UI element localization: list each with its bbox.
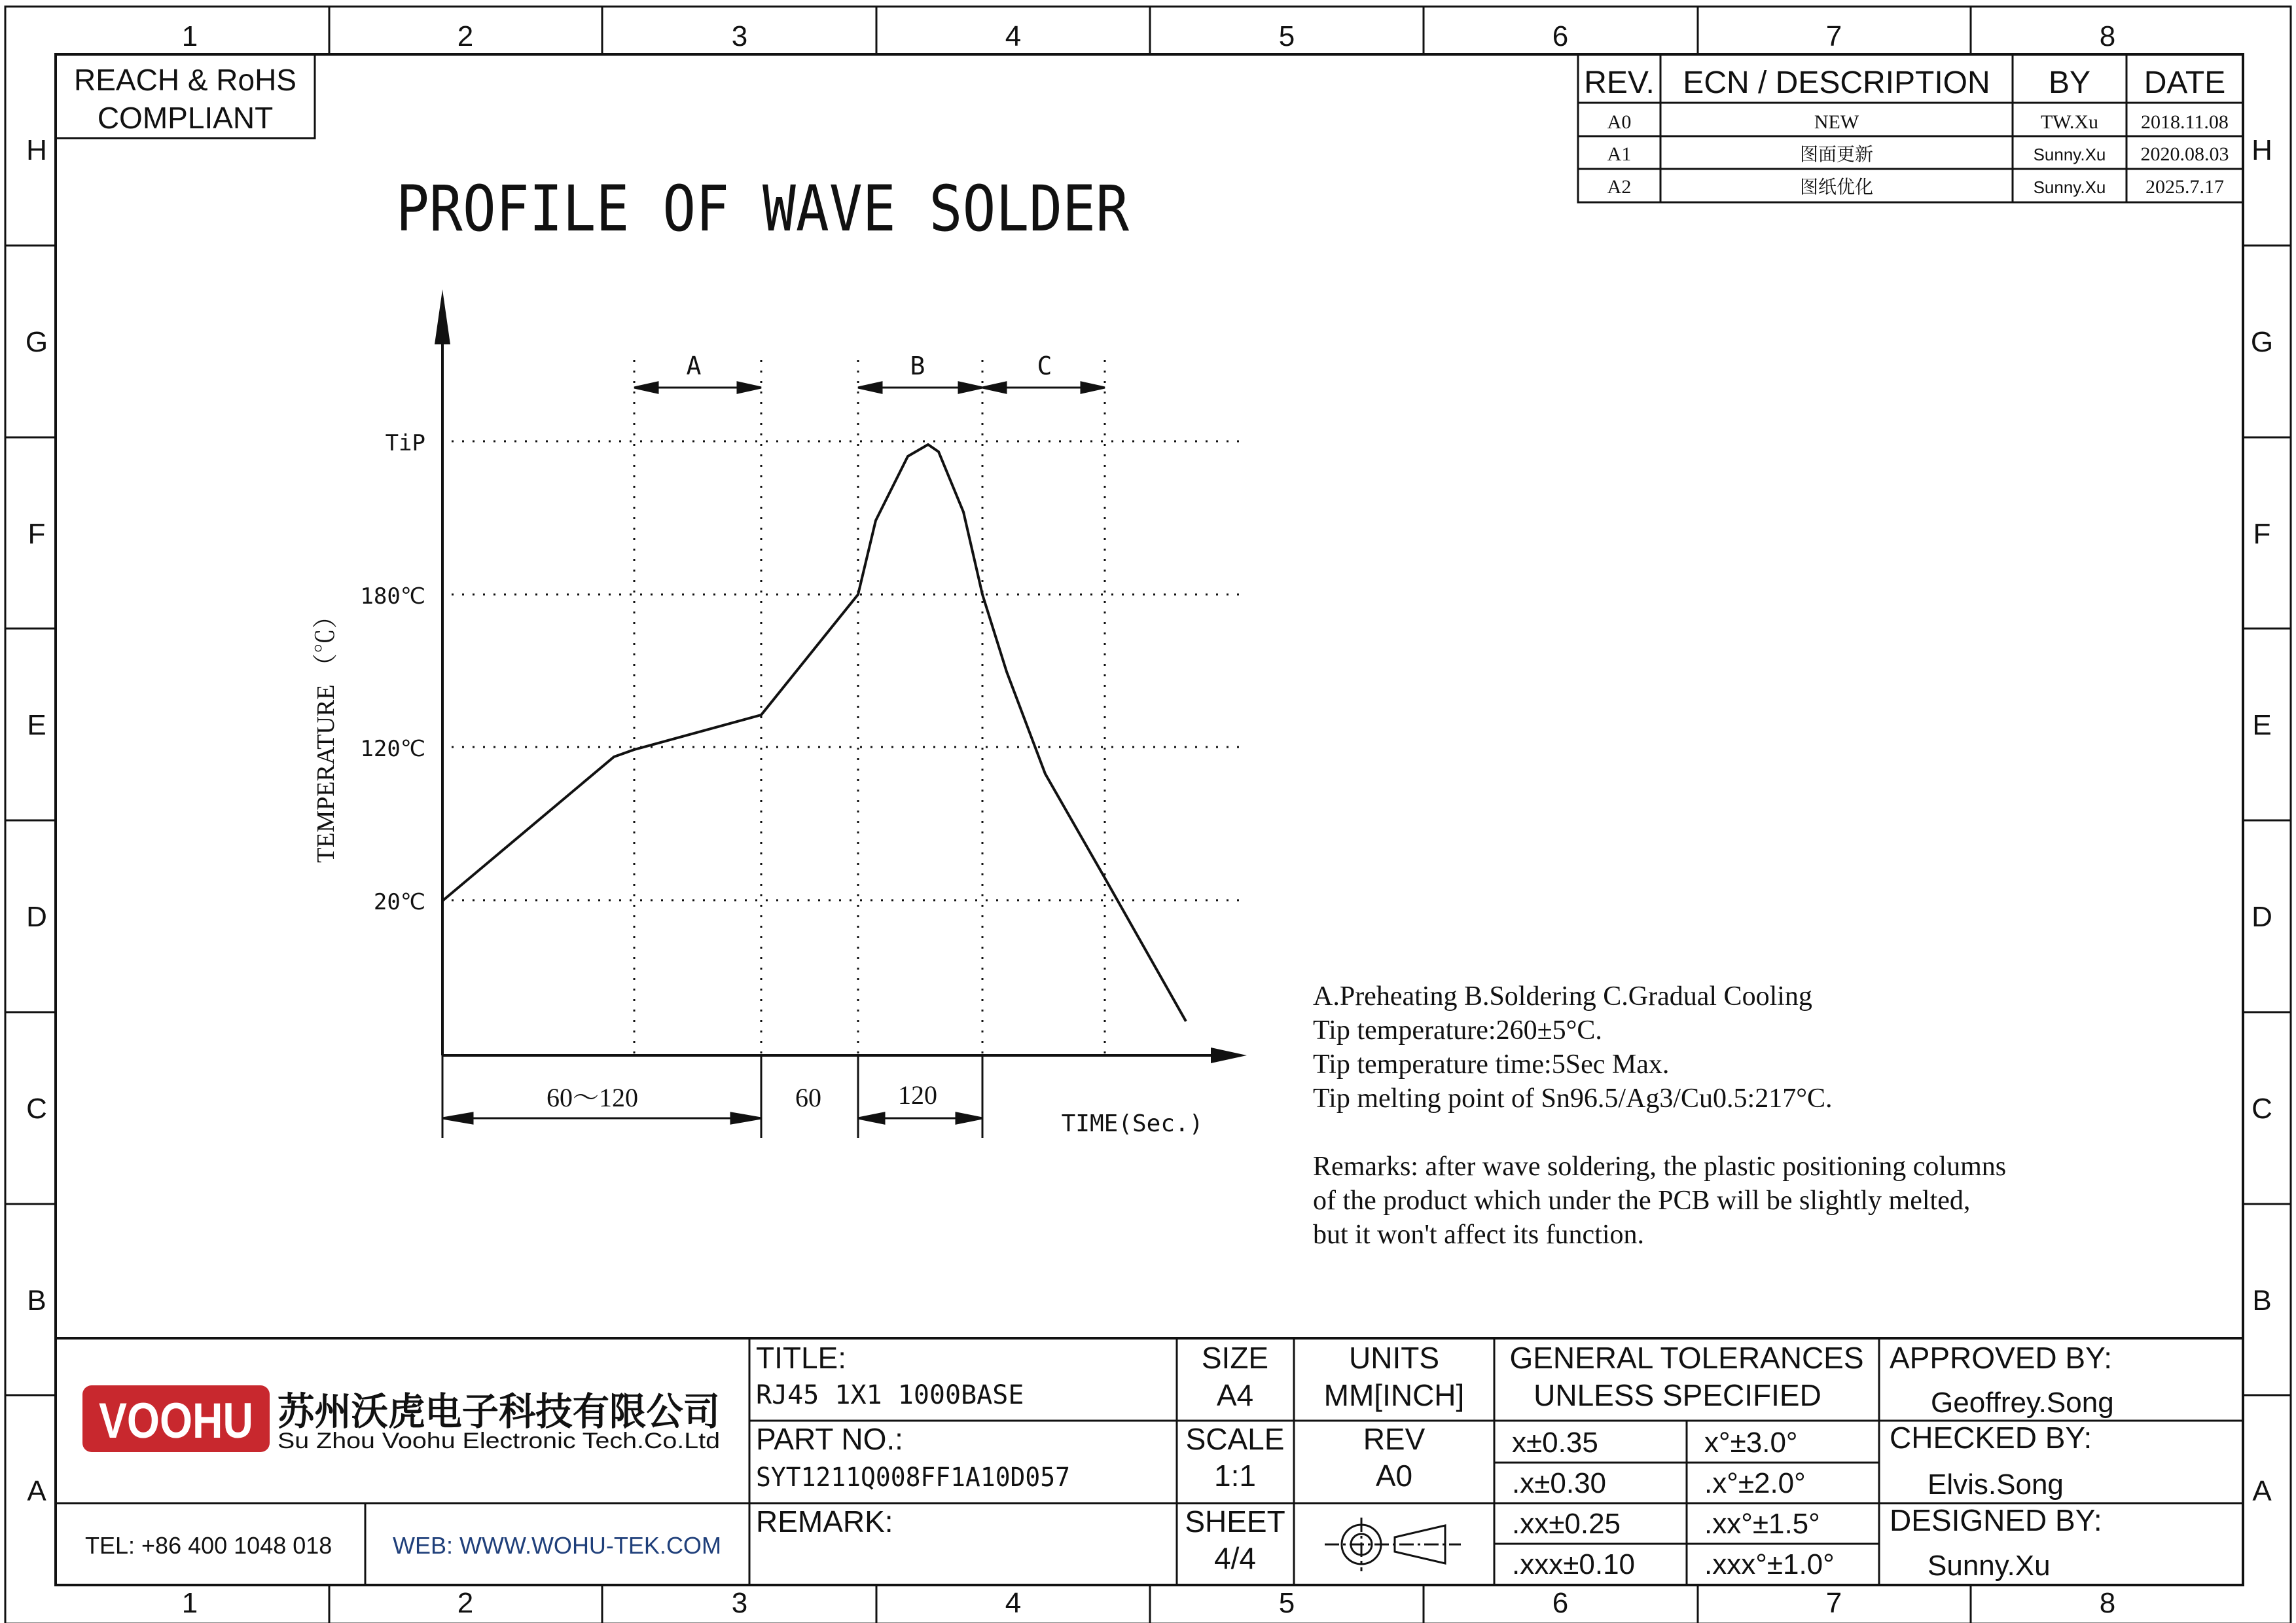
y-axis-arrowhead — [435, 289, 450, 344]
dotted-guides — [452, 360, 1247, 1054]
company-name-en: Su Zhou Voohu Electronic Tech.Co.Ltd — [278, 1429, 720, 1453]
frame-row-label-left: B — [27, 1285, 46, 1317]
rev-row-2-rev: A1 — [1607, 143, 1632, 165]
drawing-title: PROFILE OF WAVE SOLDER — [396, 172, 1130, 246]
tolerance-angular-1: .x°±2.0° — [1704, 1467, 1806, 1499]
frame-column-label-bottom: 2 — [457, 1587, 474, 1619]
remark-line-1: Remarks: after wave soldering, the plastic positioning columns — [1313, 1152, 2007, 1182]
note-line-1: A.Preheating B.Soldering C.Gradual Cooling — [1313, 981, 1812, 1012]
frame-row-label-right: F — [2253, 518, 2271, 550]
title-value: RJ45 1X1 1000BASE — [756, 1380, 1024, 1410]
compliance-box — [56, 54, 315, 138]
size-value: A4 — [1216, 1378, 1254, 1412]
rev-value: A0 — [1375, 1459, 1413, 1493]
solder-profile-diagram — [312, 289, 1247, 1138]
temp-label-tip: TiP — [385, 430, 425, 456]
third-angle-projection-icon — [1325, 1518, 1461, 1571]
frame-column-label-top: 7 — [1825, 20, 1842, 52]
tolerance-angular-2: .xx°±1.5° — [1704, 1508, 1820, 1540]
units-label: UNITS — [1349, 1341, 1439, 1375]
tolerance-linear-0: x±0.35 — [1512, 1427, 1598, 1459]
checked-by-value: Elvis.Song — [1928, 1468, 2064, 1501]
company-web: WEB: WWW.WOHU-TEK.COM — [393, 1532, 721, 1559]
frame-row-label-right: C — [2251, 1093, 2272, 1125]
approved-by-value: Geoffrey.Song — [1931, 1387, 2114, 1419]
duration-label-solder: 120 — [898, 1080, 937, 1110]
rev-row-1-date: 2018.11.08 — [2141, 111, 2229, 133]
compliance-line-1: REACH & RoHS — [74, 63, 296, 97]
frame-row-label-left: F — [27, 518, 46, 550]
revision-table — [1578, 54, 2243, 202]
frame-column-label-bottom: 3 — [731, 1587, 748, 1619]
axes — [442, 314, 1224, 1055]
frame-zone-ticks — [5, 7, 2291, 1623]
rev-row-2-desc: 图面更新 — [1799, 144, 1874, 164]
temp-label-20: 20℃ — [373, 889, 425, 915]
remark-line-3: but it won't affect its function. — [1313, 1220, 1645, 1250]
phase-dimensions — [634, 382, 1105, 393]
note-line-3: Tip temperature time:5Sec Max. — [1313, 1049, 1670, 1080]
rev-row-2-date: 2020.08.03 — [2140, 143, 2229, 165]
process-notes — [1313, 981, 2006, 1250]
checked-by-label: CHECKED BY: — [1890, 1421, 2092, 1455]
frame-row-label-left: D — [26, 901, 47, 933]
phase-label-a: A — [686, 352, 702, 380]
rev-row-1-rev: A0 — [1607, 111, 1632, 133]
tolerances-heading-1: GENERAL TOLERANCES — [1509, 1341, 1864, 1375]
tolerance-angular-3: .xxx°±1.0° — [1704, 1548, 1835, 1580]
rev-row-3-date: 2025.7.17 — [2145, 176, 2224, 198]
note-line-2: Tip temperature:260±5°C. — [1313, 1015, 1602, 1046]
rev-row-3-desc: 图纸优化 — [1799, 177, 1874, 197]
units-value: MM[INCH] — [1323, 1378, 1465, 1412]
frame-row-label-left: C — [26, 1093, 47, 1125]
by-header: BY — [2048, 65, 2091, 100]
frame-column-label-top: 3 — [731, 20, 748, 52]
designed-by-label: DESIGNED BY: — [1890, 1503, 2102, 1537]
approved-by-label: APPROVED BY: — [1890, 1341, 2113, 1375]
frame-column-label-top: 1 — [181, 20, 198, 52]
rev-row-2-by: Sunny.Xu — [2033, 145, 2106, 164]
size-label: SIZE — [1201, 1341, 1269, 1375]
frame-row-label-right: A — [2252, 1475, 2272, 1507]
tolerances-heading-2: UNLESS SPECIFIED — [1534, 1378, 1821, 1412]
sheet-frame — [5, 7, 2291, 1623]
phase-label-b: B — [910, 352, 925, 380]
rev-row-1-desc: NEW — [1814, 111, 1859, 133]
remark-label: REMARK: — [756, 1504, 893, 1539]
frame-row-label-left: H — [26, 134, 47, 166]
scale-value: 1:1 — [1214, 1459, 1256, 1493]
phase-label-c: C — [1037, 352, 1052, 380]
tolerance-linear-2: .xx±0.25 — [1512, 1508, 1621, 1540]
frame-row-label-left: A — [27, 1475, 46, 1507]
rev-label: REV — [1363, 1422, 1426, 1456]
frame-row-label-left: E — [27, 709, 46, 741]
company-tel: TEL: +86 400 1048 018 — [85, 1532, 332, 1559]
compliance-line-2: COMPLIANT — [97, 101, 274, 135]
frame-row-label-left: G — [25, 326, 48, 358]
scale-label: SCALE — [1185, 1422, 1285, 1456]
y-axis-label: TEMPERATURE （℃） — [312, 604, 340, 863]
ecn-description-header: ECN / DESCRIPTION — [1683, 65, 1990, 100]
company-name-cn: 苏州沃虎电子科技有限公司 — [278, 1391, 720, 1433]
frame-column-label-top: 6 — [1552, 20, 1569, 52]
frame-row-label-right: G — [2250, 326, 2274, 358]
frame-column-label-top: 5 — [1278, 20, 1295, 52]
rev-row-1-by: TW.Xu — [2040, 111, 2099, 133]
x-axis-arrowhead — [1211, 1048, 1247, 1063]
title-block — [56, 1338, 2243, 1585]
tolerance-linear-3: .xxx±0.10 — [1512, 1548, 1636, 1580]
frame-column-label-bottom: 5 — [1278, 1587, 1295, 1619]
temperature-profile-curve — [442, 445, 1186, 1021]
logo-text: VOOHU — [99, 1393, 253, 1449]
tolerance-linear-1: .x±0.30 — [1512, 1467, 1607, 1499]
frame-column-label-bottom: 4 — [1005, 1587, 1022, 1619]
sheet-value: 4/4 — [1214, 1541, 1256, 1575]
frame-column-label-bottom: 6 — [1552, 1587, 1569, 1619]
frame-zone-labels — [26, 20, 2273, 1619]
part-no-value: SYT1211Q008FF1A10D057 — [756, 1463, 1070, 1493]
rev-header: REV. — [1584, 65, 1655, 100]
frame-column-label-bottom: 7 — [1825, 1587, 1842, 1619]
x-axis-label: TIME(Sec.) — [1061, 1110, 1204, 1137]
part-no-label: PART NO.: — [756, 1422, 903, 1456]
frame-row-label-right: E — [2252, 709, 2272, 741]
frame-column-label-bottom: 8 — [2099, 1587, 2116, 1619]
temp-label-120: 120℃ — [360, 736, 425, 762]
duration-label-preheat: 60～120 — [547, 1083, 638, 1112]
tolerance-angular-0: x°±3.0° — [1704, 1427, 1798, 1459]
title-label: TITLE: — [756, 1341, 847, 1375]
duration-label-soak: 60 — [795, 1083, 821, 1112]
designed-by-value: Sunny.Xu — [1928, 1550, 2051, 1582]
company-logo — [82, 1385, 270, 1452]
remark-line-2: of the product which under the PCB will be slightly melted, — [1313, 1186, 1971, 1216]
rev-row-3-rev: A2 — [1607, 176, 1632, 198]
frame-column-label-top: 4 — [1005, 20, 1022, 52]
frame-row-label-right: B — [2252, 1285, 2272, 1317]
frame-row-label-right: D — [2251, 901, 2272, 933]
frame-column-label-top: 8 — [2099, 20, 2116, 52]
frame-row-label-right: H — [2251, 134, 2272, 166]
frame-column-label-top: 2 — [457, 20, 474, 52]
frame-column-label-bottom: 1 — [181, 1587, 198, 1619]
date-header: DATE — [2144, 65, 2226, 100]
sheet-label: SHEET — [1185, 1504, 1285, 1539]
note-line-4: Tip melting point of Sn96.5/Ag3/Cu0.5:217°C. — [1313, 1084, 1833, 1114]
temp-label-180: 180℃ — [360, 583, 425, 610]
rev-row-3-by: Sunny.Xu — [2033, 177, 2106, 197]
